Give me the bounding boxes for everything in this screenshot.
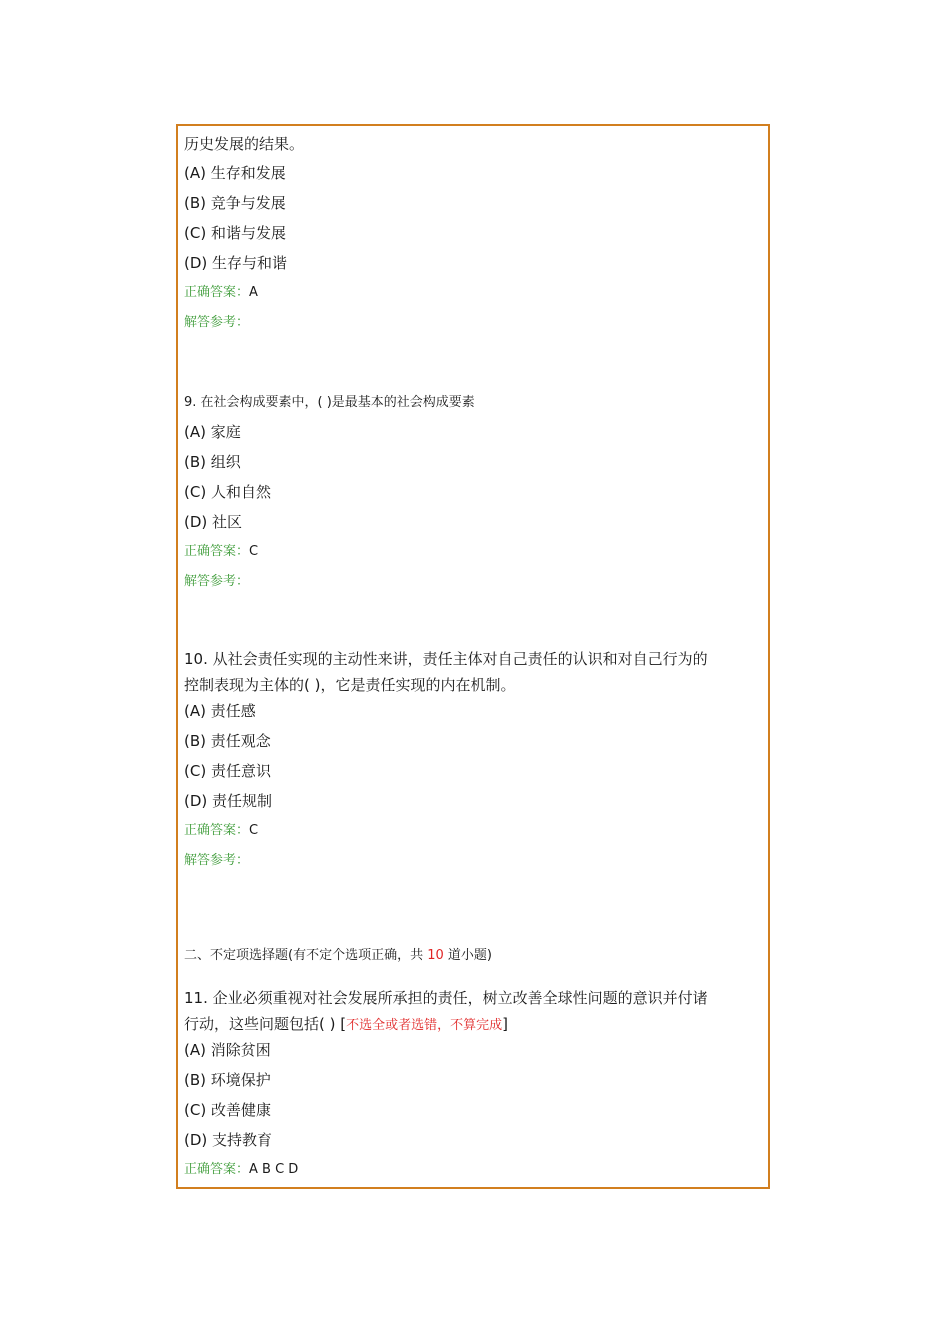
q8-option-b: (B) 竞争与发展: [184, 194, 286, 212]
q11-stem-line1: 11. 企业必须重视对社会发展所承担的责任，树立改善全球性问题的意识并付诸: [184, 989, 708, 1007]
q8-option-c: (C) 和谐与发展: [184, 224, 286, 242]
q10-stem-line2: 控制表现为主体的( )，它是责任实现的内在机制。: [184, 676, 516, 694]
answer-label: 正确答案：: [184, 544, 250, 559]
section-heading: [184, 949, 492, 962]
answer-value: C: [249, 544, 259, 559]
q9-option-a: (A) 家庭: [184, 423, 241, 441]
q11-option-c: (C) 改善健康: [184, 1101, 271, 1119]
q11-selection-note: 不选全或者选错，不算完成: [346, 1018, 503, 1033]
q8-option-d: (D) 生存与和谐: [184, 254, 288, 272]
answer-value: A B C D: [249, 1162, 299, 1177]
q10-option-c: (C) 责任意识: [184, 762, 271, 780]
q11-answer: [184, 1163, 298, 1176]
q10-answer: [184, 824, 258, 837]
q8-reference-label: 解答参考：: [184, 315, 250, 330]
q9-reference-label: 解答参考：: [184, 574, 250, 589]
answer-value: C: [249, 823, 259, 838]
q9-stem: 9. 在社会构成要素中，( )是最基本的社会构成要素: [184, 395, 475, 410]
section-heading-suffix: 道小题): [443, 948, 492, 963]
answer-label: 正确答案：: [184, 285, 250, 300]
q11-stem-line2-text: 行动，这些问题包括( ) [: [184, 1015, 347, 1033]
answer-label: 正确答案：: [184, 1162, 250, 1177]
q10-option-b: (B) 责任观念: [184, 732, 271, 750]
q10-option-d: (D) 责任规制: [184, 792, 273, 810]
q9-option-d: (D) 社区: [184, 513, 243, 531]
answer-value: A: [249, 285, 258, 300]
q8-stem-tail: 历史发展的结果。: [184, 135, 305, 153]
q8-answer: [184, 286, 258, 299]
q10-reference-label: 解答参考：: [184, 853, 250, 868]
q9-option-c: (C) 人和自然: [184, 483, 271, 501]
q10-stem-line1: 10. 从社会责任实现的主动性来讲，责任主体对自己责任的认识和对自己行为的: [184, 650, 708, 668]
answer-label: 正确答案：: [184, 823, 250, 838]
q8-option-a: (A) 生存和发展: [184, 164, 286, 182]
q10-option-a: (A) 责任感: [184, 702, 256, 720]
q11-option-d: (D) 支持教育: [184, 1131, 273, 1149]
section-heading-prefix: 二、不定项选择题(有不定个选项正确，共: [184, 948, 428, 963]
q11-stem-line2-close: ]: [502, 1015, 508, 1033]
q9-answer: [184, 545, 258, 558]
q9-option-b: (B) 组织: [184, 453, 241, 471]
section-question-count: 10: [427, 948, 444, 963]
q11-option-b: (B) 环境保护: [184, 1071, 271, 1089]
q11-option-a: (A) 消除贫困: [184, 1041, 271, 1059]
q11-stem-line2: [184, 1017, 508, 1032]
